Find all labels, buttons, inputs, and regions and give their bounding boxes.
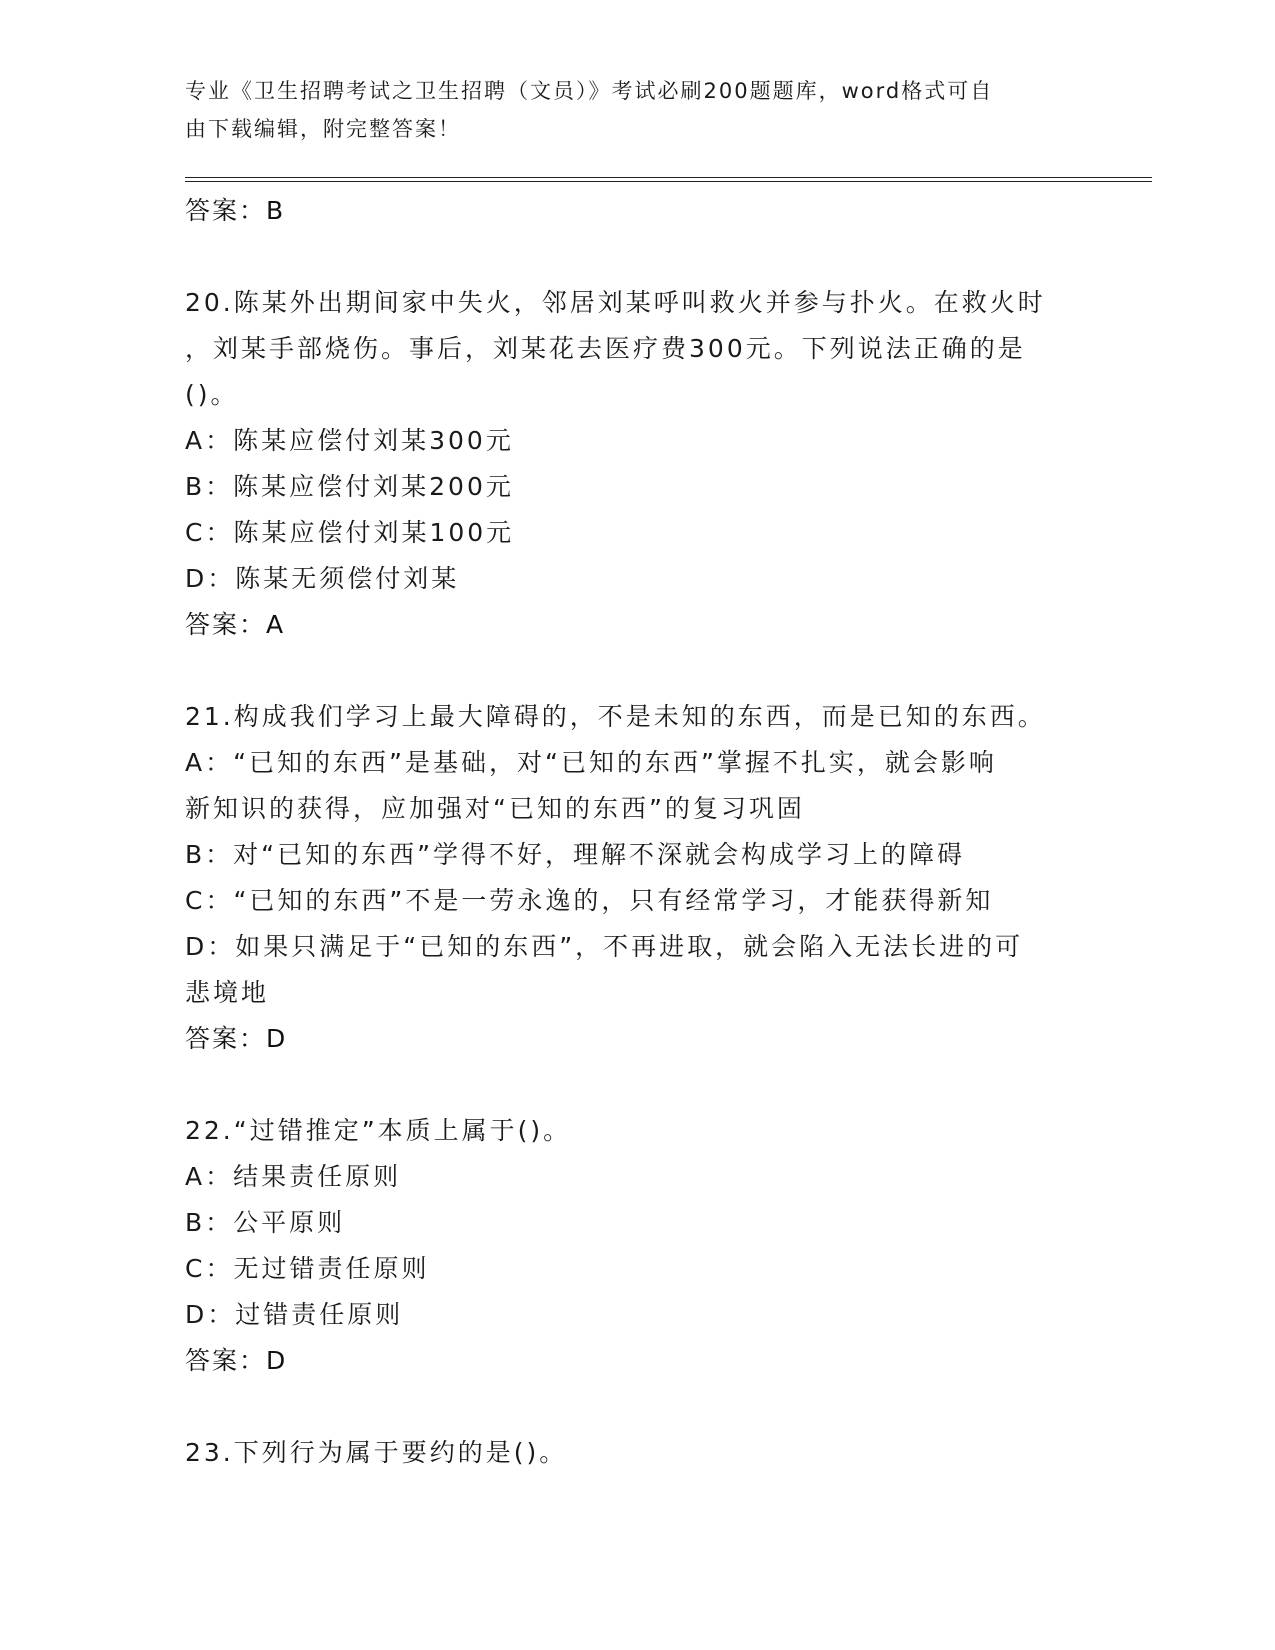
spacer <box>185 1062 1085 1108</box>
previous-answer: 答案：B <box>185 196 286 225</box>
question-22 <box>185 1108 1085 1384</box>
question-text-line: ，刘某手部烧伤。事后，刘某花去医疗费300元。下列说法正确的是 <box>185 334 1026 363</box>
option-a-continued: 新知识的获得，应加强对“已知的东西”的复习巩固 <box>185 794 805 823</box>
option-c: C：无过错责任原则 <box>185 1254 430 1283</box>
header-line-2: 由下载编辑，附完整答案！ <box>185 117 461 141</box>
header-line-1: 专业《卫生招聘考试之卫生招聘（文员）》考试必刷200题题库，word格式可自 <box>185 79 994 103</box>
option-c: C：陈某应偿付刘某100元 <box>185 518 515 547</box>
option-a: A：陈某应偿付刘某300元 <box>185 426 514 455</box>
option-b: B：陈某应偿付刘某200元 <box>185 472 514 501</box>
spacer <box>185 1384 1085 1430</box>
spacer <box>185 234 1085 280</box>
option-d-continued: 悲境地 <box>185 978 270 1007</box>
answer: 答案：D <box>185 1346 288 1375</box>
question-text-line: 23.下列行为属于要约的是()。 <box>185 1438 568 1467</box>
option-a: A：“已知的东西”是基础，对“已知的东西”掌握不扎实，就会影响 <box>185 748 997 777</box>
document-header <box>185 72 1085 148</box>
spacer <box>185 648 1085 694</box>
option-c: C：“已知的东西”不是一劳永逸的，只有经常学习，才能获得新知 <box>185 886 994 915</box>
question-23 <box>185 1430 1085 1476</box>
question-text-line: 20.陈某外出期间家中失火，邻居刘某呼叫救火并参与扑火。在救火时 <box>185 288 1046 317</box>
question-21 <box>185 694 1085 1062</box>
question-text-line: ()。 <box>185 380 239 409</box>
question-text-line: 21.构成我们学习上最大障碍的，不是未知的东西，而是已知的东西。 <box>185 702 1046 731</box>
option-b: B：对“已知的东西”学得不好，理解不深就会构成学习上的障碍 <box>185 840 966 869</box>
option-b: B：公平原则 <box>185 1208 346 1237</box>
question-text-line: 22.“过错推定”本质上属于()。 <box>185 1116 572 1145</box>
question-20 <box>185 280 1085 648</box>
option-d: D：陈某无须偿付刘某 <box>185 564 460 593</box>
header-divider <box>185 177 1152 182</box>
option-d: D：过错责任原则 <box>185 1300 404 1329</box>
answer: 答案：A <box>185 610 286 639</box>
question-list <box>185 188 1085 1476</box>
option-d: D：如果只满足于“已知的东西”，不再进取，就会陷入无法长进的可 <box>185 932 1024 961</box>
answer: 答案：D <box>185 1024 288 1053</box>
option-a: A：结果责任原则 <box>185 1162 402 1191</box>
